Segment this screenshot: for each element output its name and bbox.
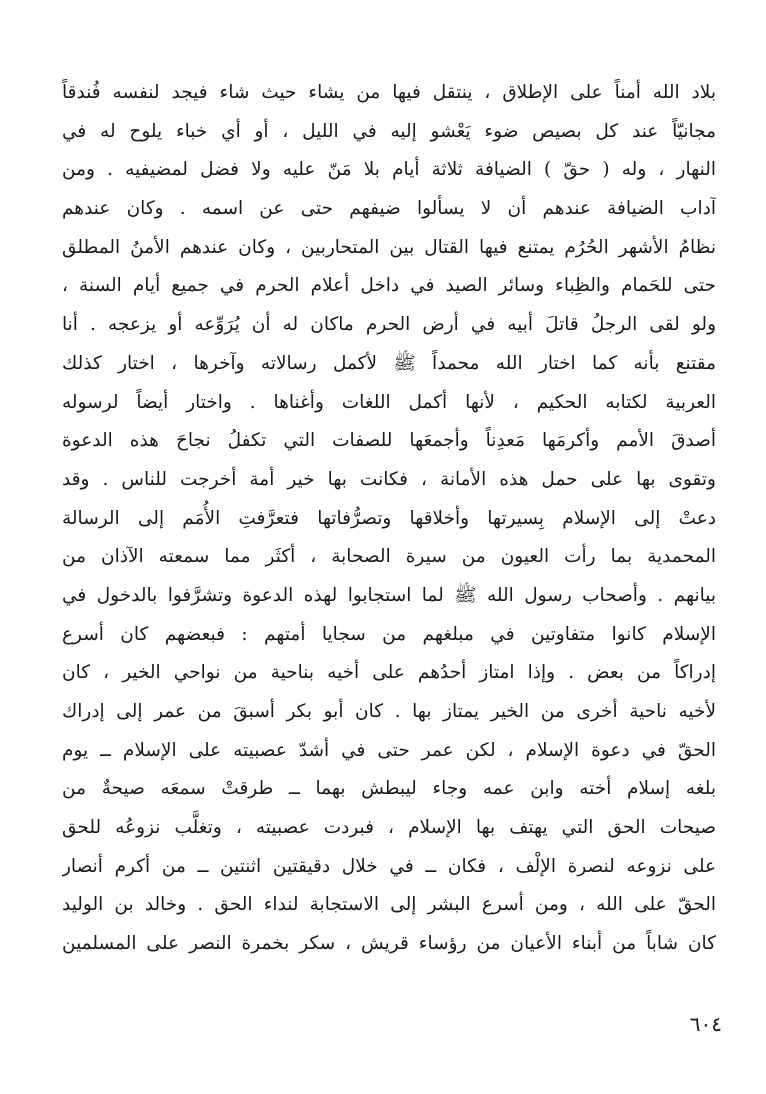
text-line: كان شاباً من أبناء الأعيان من رؤساء قريش ، سكر بخمرة النصر على المسلمين <box>62 933 716 955</box>
text-line: الحقّ في دعوة الإسلام ، لكن عمر حتى في أشدّ عصبيته على الإسلام ــ يوم <box>62 739 716 761</box>
body-text <box>62 74 716 964</box>
text-line: نظامُ الأشهر الحُرُم يمتنع فيها القتال بين المتحاربين ، وكان عندهم الأمنُ المطلق <box>62 236 716 258</box>
text-line: دعتْ إلى الإسلام بِسيرتها وأخلاقها وتصرُّفاتها فتعرَّفتِ الأُمَم إلى الرسالة <box>62 507 716 529</box>
text-line: صيحات الحق التي يهتف بها الإسلام ، فبردت عصبيته ، وتغلَّب نزوعُه للحق <box>62 817 716 839</box>
text-line: على نزوعه لنصرة الإلْف ، فكان ــ في خلال دقيقتين اثنتين ــ من أكرم أنصار <box>62 855 716 877</box>
text-line: الحقّ على الله ، ومن أسرع البشر إلى الاستجابة لنداء الحق . وخالد بن الوليد <box>62 894 716 916</box>
text-line: مجانيّاً عند كل بصيص ضوء يَعْشو إليه في الليل ، أو أي خباء يلوح له في <box>62 120 716 142</box>
text-line: المحمدية بما رأت العيون من سيرة الصحابة ، أكثَر مما سمعته الآذان من <box>62 546 716 568</box>
text-line: آداب الضيافة عندهم أن لا يسألوا ضيفهم حتى عن اسمه . وكان عندهم <box>62 198 716 220</box>
text-line: النهار ، وله ( حقّ ) الضيافة ثلاثة أيام بلا مَنّ عليه ولا فضل لمضيفيه . ومن <box>62 159 716 181</box>
text-line: حتى للحَمام والظِباء وسائر الصيد في داخل أعلام الحرم في جميع أيام السنة ، <box>62 275 716 297</box>
text-line: لأخيه ناحية أخرى من الخير يمتاز بها . كان أبو بكر أسبقَ من عمر إلى إدراك <box>62 701 716 722</box>
text-line: ولو لقى الرجلُ قاتلَ أبيه في أرض الحرم ماكان له أن يُرَوِّعه أو يزعجه . أنا <box>62 314 716 336</box>
text-line: بلغه إسلام أخته وابن عمه وجاء ليبطش بهما ــ طرقتْ سمعَه صيحةٌ من <box>62 778 716 800</box>
text-line: العربية لكتابه الحكيم ، لأنها أكمل اللغات وأغناها . واختار أيضاً لرسوله <box>62 391 716 413</box>
page-number: ٦٠٤ <box>689 1012 722 1036</box>
text-line: إدراكاً من بعض . وإذا امتاز أحدُهم على أخيه بناحية من نواحي الخير ، كان <box>62 662 716 684</box>
text-line: بلاد الله أمناً على الإطلاق ، ينتقل فيها من يشاء حيث شاء فيجد لنفسه فُندقاً <box>62 82 716 103</box>
text-line: مقتنع بأنه كما اختار الله محمداً ﷺ لأكمل رسالاته وآخرها ، اختار كذلك <box>62 352 716 374</box>
text-line: الإسلام كانوا متفاوتين في مبلغهم من سجايا أمتهم : فبعضهم كان أسرع <box>62 623 716 645</box>
text-line: أصدقَ الأمم وأكرمَها مَعدِناً وأجمعَها للصفات التي تكفلُ نجاحَ هذه الدعوة <box>62 430 716 452</box>
text-line: وتقوى بها على حمل هذه الأمانة ، فكانت بها خير أمة أخرجت للناس . وقد <box>62 468 716 490</box>
text-line: بيانهم . وأصحاب رسول الله ﷺ لما استجابوا لهذه الدعوة وتشرَّفوا بالدخول في <box>62 584 716 606</box>
